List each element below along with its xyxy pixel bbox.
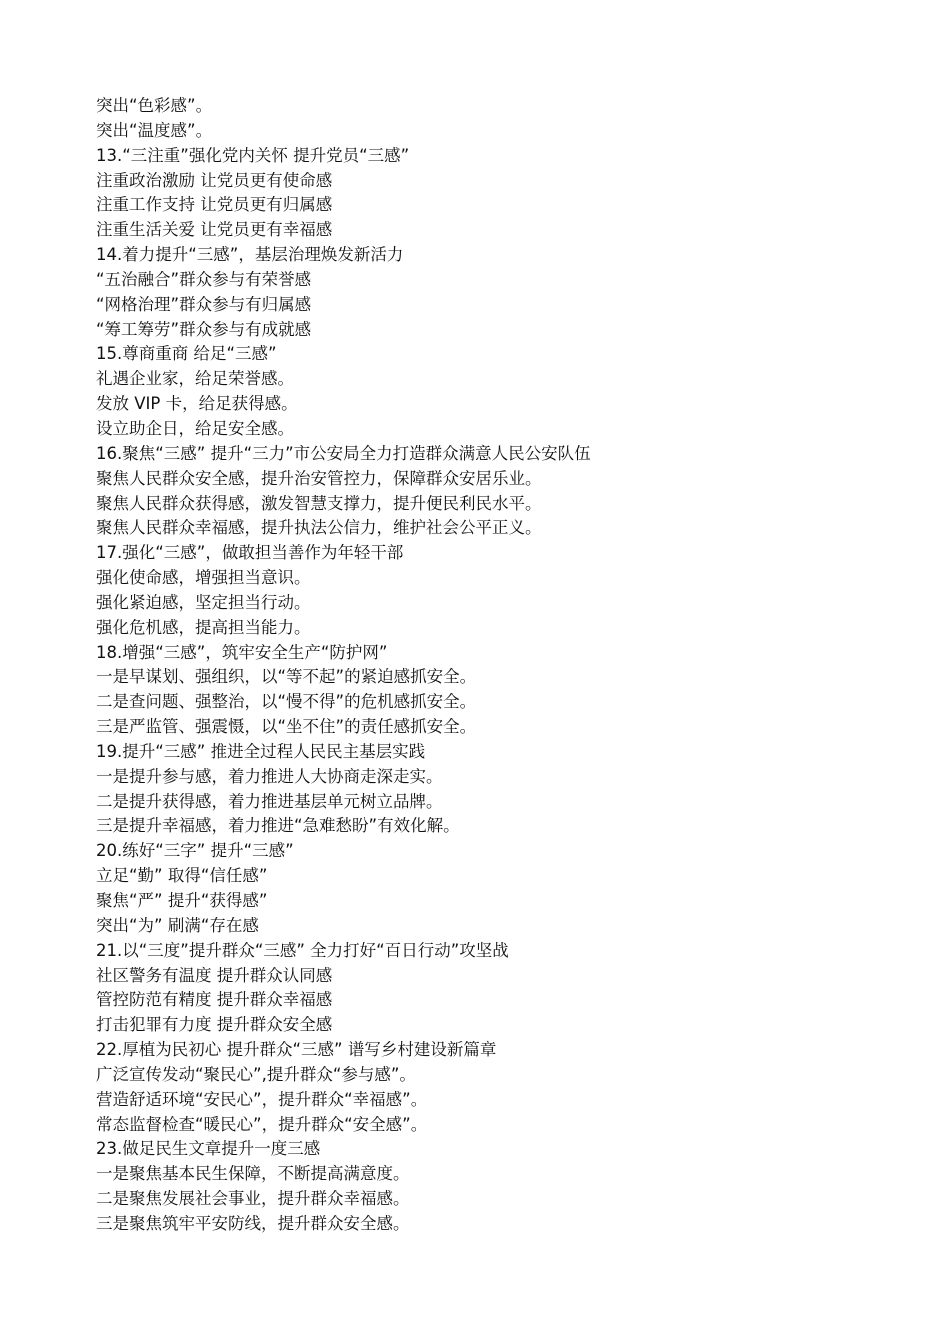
text-line: 礼遇企业家，给足荣誉感。 xyxy=(96,369,294,389)
section-heading: 19.提升“三感” 推进全过程人民民主基层实践 xyxy=(96,741,426,761)
section-heading: 15.尊商重商 给足“三感” xyxy=(96,344,277,364)
section-heading: 22.厚植为民初心 提升群众“三感” 谱写乡村建设新篇章 xyxy=(96,1040,497,1060)
text-line: 强化紧迫感，坚定担当行动。 xyxy=(96,592,311,612)
text-line: 三是严监管、强震慑，以“坐不住”的责任感抓安全。 xyxy=(96,717,477,737)
text-line: 强化危机感，提高担当能力。 xyxy=(96,617,311,637)
text-line: 注重生活关爱 让党员更有幸福感 xyxy=(96,220,333,240)
text-line: 管控防范有精度 提升群众幸福感 xyxy=(96,990,333,1010)
section-heading: 16.聚焦“三感” 提升“三力”市公安局全力打造群众满意人民公安队伍 xyxy=(96,443,591,463)
text-line: 立足“勤” 取得“信任感” xyxy=(96,866,268,886)
text-line: 二是聚焦发展社会事业，提升群众幸福感。 xyxy=(96,1189,410,1209)
text-line: 注重工作支持 让党员更有归属感 xyxy=(96,195,333,215)
text-line: 一是提升参与感，着力推进人大协商走深走实。 xyxy=(96,766,443,786)
document-body xyxy=(96,94,896,1237)
text-line: 强化使命感，增强担当意识。 xyxy=(96,568,311,588)
text-line: 社区警务有温度 提升群众认同感 xyxy=(96,965,333,985)
text-line: 突出“色彩感”。 xyxy=(96,96,213,115)
section-heading: 18.增强“三感”，筑牢安全生产“防护网” xyxy=(96,642,388,662)
text-line: 发放 VIP 卡，给足获得感。 xyxy=(96,394,298,414)
text-line: 注重政治激励 让党员更有使命感 xyxy=(96,170,333,190)
section-heading: 21.以“三度”提升群众“三感” 全力打好“百日行动”攻坚战 xyxy=(96,940,509,960)
section-heading: 20.练好“三字” 提升“三感” xyxy=(96,841,294,861)
text-line: “五治融合”群众参与有荣誉感 xyxy=(96,269,312,289)
text-line: 一是聚焦基本民生保障，不断提高满意度。 xyxy=(96,1164,410,1184)
text-line: 聚焦人民群众获得感，激发智慧支撑力，提升便民利民水平。 xyxy=(96,493,542,513)
text-line: 常态监督检查“暖民心”，提升群众“安全感”。 xyxy=(96,1114,428,1134)
section-heading: 14.着力提升“三感”，基层治理焕发新活力 xyxy=(96,245,404,265)
section-heading: 23.做足民生文章提升一度三感 xyxy=(96,1139,321,1159)
text-line: 聚焦“严” 提升“获得感” xyxy=(96,891,268,910)
text-line: 聚焦人民群众安全感，提升治安管控力，保障群众安居乐业。 xyxy=(96,468,542,488)
text-line: 打击犯罪有力度 提升群众安全感 xyxy=(96,1015,333,1035)
text-line: 二是提升获得感，着力推进基层单元树立品牌。 xyxy=(96,791,443,811)
section-heading: 13.“三注重”强化党内关怀 提升党员“三感” xyxy=(96,145,410,165)
text-line: “筹工筹劳”群众参与有成就感 xyxy=(96,319,312,339)
text-line: 三是提升幸福感，着力推进“急难愁盼”有效化解。 xyxy=(96,816,460,836)
text-line: 营造舒适环境“安民心”，提升群众“幸福感”。 xyxy=(96,1089,428,1109)
text-line: 突出“温度感”。 xyxy=(96,120,213,140)
text-line: 聚焦人民群众幸福感，提升执法公信力，维护社会公平正义。 xyxy=(96,518,542,538)
text-line: “网格治理”群众参与有归属感 xyxy=(96,294,312,314)
text-line: 二是查问题、强整治，以“慢不得”的危机感抓安全。 xyxy=(96,692,477,712)
text-line: 三是聚焦筑牢平安防线，提升群众安全感。 xyxy=(96,1213,410,1233)
text-line: 一是早谋划、强组织，以“等不起”的紧迫感抓安全。 xyxy=(96,667,477,687)
section-heading: 17.强化“三感”，做敢担当善作为年轻干部 xyxy=(96,543,404,563)
text-line: 广泛宣传发动“聚民心”,提升群众“参与感”。 xyxy=(96,1064,416,1084)
text-line: 设立助企日，给足安全感。 xyxy=(96,418,294,438)
text-line: 突出“为” 刷满“存在感 xyxy=(96,915,259,935)
